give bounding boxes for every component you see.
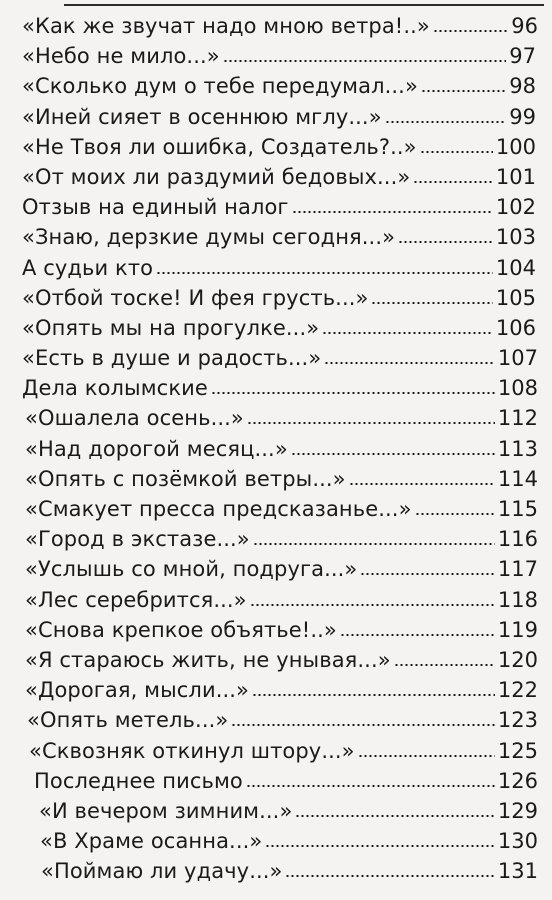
toc-entry — [0, 736, 552, 766]
toc-entry-page-number: 115 — [497, 497, 538, 521]
dot-leader — [246, 785, 495, 787]
toc-entry-title: А судьи кто — [22, 255, 154, 280]
toc-entry-page-number: 104 — [495, 255, 536, 280]
dot-leader — [324, 362, 495, 364]
dot-leader — [360, 573, 495, 575]
dot-leader — [398, 241, 493, 243]
toc-entry-title: «Отбой тоске! И фея грусть...» — [22, 285, 369, 310]
toc-entry-title: «Смакует пресса предсказанье...» — [25, 497, 412, 521]
toc-entry — [0, 705, 552, 735]
toc-entry — [0, 434, 552, 464]
toc-entry-page-number: 96 — [511, 14, 538, 38]
dot-leader — [394, 664, 495, 666]
dot-leader — [223, 60, 507, 62]
toc-entry-page-number: 112 — [497, 406, 538, 431]
dot-leader — [415, 513, 495, 515]
toc-entry-title: «Я стараюсь жить, не унывая...» — [25, 647, 391, 672]
toc-entry-page-number: 117 — [497, 557, 538, 582]
toc-entry — [0, 766, 552, 796]
toc-entry-page-number: 122 — [497, 678, 538, 703]
toc-entry-page-number: 116 — [497, 527, 538, 552]
toc-entry-title: «Опять с позёмкой ветры...» — [25, 466, 346, 491]
toc-entry — [0, 403, 552, 433]
toc-entry-title: «Поймаю ли удачу...» — [41, 859, 283, 884]
toc-entry-page-number: 108 — [497, 376, 538, 401]
toc-entry-page-number: 98 — [509, 74, 536, 99]
dot-leader — [421, 90, 506, 92]
toc-entry-title: «Как же звучат надо мною ветра!..» — [22, 14, 430, 38]
dot-leader — [285, 875, 494, 877]
toc-entry-title: Дела колымские — [22, 376, 208, 401]
toc-entry — [0, 11, 552, 41]
toc-entry-page-number: 100 — [495, 134, 536, 159]
dot-leader — [265, 845, 495, 847]
toc-entry-title: «Опять мы на прогулке...» — [22, 315, 320, 340]
dot-leader — [247, 422, 495, 424]
toc-entry-page-number: 130 — [497, 829, 538, 854]
dot-leader — [322, 332, 493, 334]
toc-entry-page-number: 105 — [495, 285, 536, 310]
toc-entry-title: «Услышь со мной, подруга...» — [25, 557, 358, 582]
toc-entry — [0, 524, 552, 554]
toc-entry-title: «Снова крепкое объятье!..» — [25, 617, 337, 642]
dot-leader — [291, 453, 495, 455]
dot-leader — [211, 392, 495, 394]
toc-entry-title: «Лес серебрится...» — [25, 587, 247, 612]
top-rule — [64, 4, 544, 6]
dot-leader — [340, 634, 495, 636]
toc-entry-page-number: 125 — [497, 738, 538, 763]
toc-entry — [0, 494, 552, 524]
dot-leader — [250, 604, 495, 606]
toc-entry-title: Последнее письмо — [34, 768, 243, 793]
toc-entry — [0, 71, 552, 101]
toc-entry — [0, 645, 552, 675]
dot-leader — [349, 483, 495, 485]
toc-entry-page-number: 102 — [495, 195, 536, 220]
toc-entry-page-number: 99 — [509, 104, 536, 129]
toc-entry-title: «Иней сияет в осеннюю мглу...» — [22, 104, 382, 129]
toc-entry — [0, 162, 552, 192]
toc-entry-page-number: 114 — [497, 466, 538, 491]
toc-entry-page-number: 118 — [497, 587, 538, 612]
toc-entry — [0, 253, 552, 283]
toc-entry-title: «Над дорогой месяц...» — [25, 436, 288, 461]
dot-leader — [413, 181, 493, 183]
toc-entry-page-number: 131 — [497, 859, 538, 884]
toc-entry-title: «Небо не мило...» — [22, 44, 220, 69]
toc-entry-page-number: 107 — [497, 346, 538, 371]
toc-entry — [0, 675, 552, 705]
toc-entry-title: «От моих ли раздумий бедовых...» — [22, 164, 411, 189]
toc-entry-title: «Знаю, дерзкие думы сегодня...» — [22, 225, 396, 250]
toc-entry-title: «И вечером зимним...» — [39, 798, 293, 823]
toc-entry-title: «Есть в душе и радость...» — [22, 346, 322, 371]
toc-entry-title: «В Храме осанна...» — [40, 829, 263, 854]
toc-entry — [0, 826, 552, 856]
dot-leader — [253, 543, 495, 545]
dot-leader — [420, 151, 493, 153]
toc-entry-page-number: 103 — [495, 225, 536, 250]
dot-leader — [295, 815, 495, 817]
toc-entry — [0, 373, 552, 403]
toc-entry — [0, 585, 552, 615]
toc-entry — [0, 41, 552, 71]
toc-entry — [0, 132, 552, 162]
dot-leader — [292, 211, 493, 213]
toc-entry-title: «Город в экстазе...» — [25, 527, 250, 552]
dot-leader — [231, 724, 495, 726]
toc-entry — [0, 554, 552, 584]
table-of-contents — [0, 11, 552, 886]
toc-entry-title: «Сквозняк откинул штору...» — [29, 738, 355, 763]
toc-entry — [0, 856, 552, 886]
toc-entry — [0, 102, 552, 132]
toc-entry-page-number: 101 — [495, 164, 536, 189]
toc-entry-page-number: 120 — [497, 647, 538, 672]
toc-entry — [0, 283, 552, 313]
toc-entry-page-number: 106 — [495, 315, 536, 340]
toc-entry-page-number: 126 — [497, 768, 538, 793]
toc-entry — [0, 343, 552, 373]
toc-entry-title: «Сколько дум о тебе передумал...» — [22, 74, 418, 99]
toc-entry-title: «Опять метель...» — [27, 708, 229, 733]
toc-entry-title: «Не Твоя ли ошибка, Создатель?..» — [22, 134, 417, 159]
toc-entry-title: Отзыв на единый налог — [22, 195, 289, 220]
toc-entry-page-number: 97 — [509, 44, 536, 69]
dot-leader — [252, 694, 495, 696]
toc-entry-title: «Дорогая, мысли...» — [25, 678, 249, 703]
dot-leader — [156, 272, 493, 274]
dot-leader — [371, 302, 492, 304]
dot-leader — [358, 755, 495, 757]
toc-entry — [0, 192, 552, 222]
dot-leader — [433, 30, 508, 32]
toc-entry — [0, 615, 552, 645]
toc-entry-page-number: 123 — [497, 708, 538, 733]
toc-entry — [0, 222, 552, 252]
dot-leader — [385, 121, 507, 123]
toc-entry — [0, 313, 552, 343]
toc-entry — [0, 464, 552, 494]
toc-entry-page-number: 129 — [497, 798, 538, 823]
toc-entry — [0, 796, 552, 826]
toc-entry-page-number: 119 — [497, 617, 538, 642]
toc-entry-page-number: 113 — [497, 436, 538, 461]
toc-entry-title: «Ошалела осень...» — [25, 406, 244, 431]
